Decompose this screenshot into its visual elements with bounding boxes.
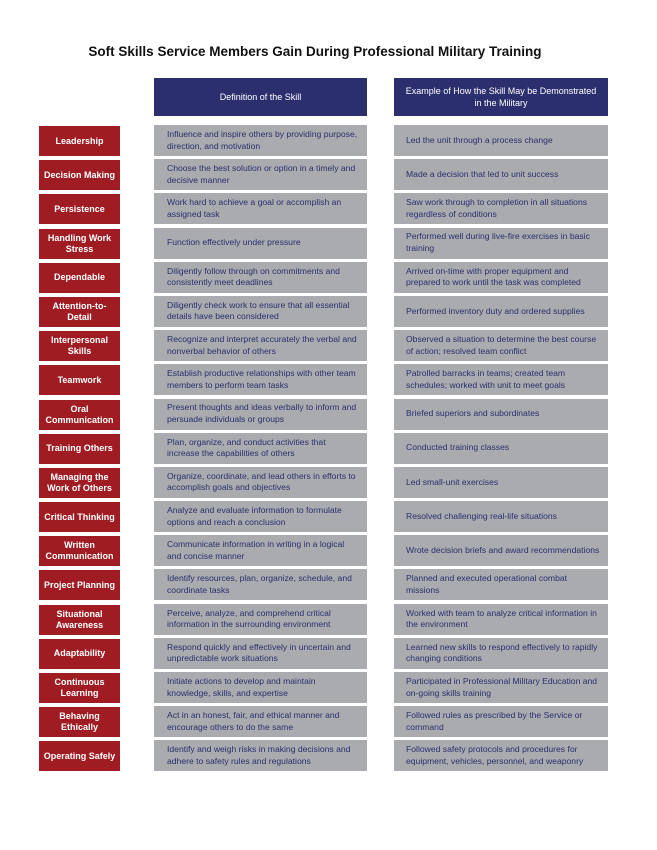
skill-definition: Organize, coordinate, and lead others in efforts to accomplish goals and objectives bbox=[154, 467, 367, 498]
skill-definition: Work hard to achieve a goal or accomplish an assigned task bbox=[154, 193, 367, 224]
skill-label: Project Planning bbox=[39, 570, 120, 600]
table-row bbox=[0, 739, 657, 773]
table-row bbox=[0, 534, 657, 568]
skill-definition: Communicate information in writing in a logical and concise manner bbox=[154, 535, 367, 566]
skill-definition: Diligently follow through on commitments and consistently meet deadlines bbox=[154, 262, 367, 293]
table-row bbox=[0, 329, 657, 363]
skill-example: Wrote decision briefs and award recommendations bbox=[394, 535, 608, 566]
skill-label: Oral Communication bbox=[39, 400, 120, 430]
skill-definition: Identify and weigh risks in making decisions and adhere to safety rules and regulations bbox=[154, 740, 367, 771]
definition-column-header: Definition of the Skill bbox=[154, 78, 367, 116]
table-row bbox=[0, 671, 657, 705]
skill-definition: Choose the best solution or option in a timely and decisive manner bbox=[154, 159, 367, 190]
skill-definition: Influence and inspire others by providing purpose, direction, and motivation bbox=[154, 125, 367, 156]
skill-example: Saw work through to completion in all situations regardless of conditions bbox=[394, 193, 608, 224]
skill-definition: Plan, organize, and conduct activities that increase the capabilities of others bbox=[154, 433, 367, 464]
skill-label: Interpersonal Skills bbox=[39, 331, 120, 361]
skill-definition: Diligently check work to ensure that all essential details have been considered bbox=[154, 296, 367, 327]
table-row bbox=[0, 466, 657, 500]
example-column-header: Example of How the Skill May be Demonstrated in the Military bbox=[394, 78, 608, 116]
table-row bbox=[0, 363, 657, 397]
skill-example: Performed inventory duty and ordered supplies bbox=[394, 296, 608, 327]
skill-example: Patrolled barracks in teams; created team schedules; worked with unit to meet goals bbox=[394, 364, 608, 395]
table-row bbox=[0, 500, 657, 534]
skill-label: Adaptability bbox=[39, 639, 120, 669]
skill-label: Decision Making bbox=[39, 160, 120, 190]
skill-definition: Function effectively under pressure bbox=[154, 228, 367, 259]
skill-example: Planned and executed operational combat missions bbox=[394, 569, 608, 600]
skill-definition: Present thoughts and ideas verbally to inform and persuade individuals or groups bbox=[154, 399, 367, 430]
table-row bbox=[0, 398, 657, 432]
table-row bbox=[0, 568, 657, 602]
skill-definition: Analyze and evaluate information to formulate options and reach a conclusion bbox=[154, 501, 367, 532]
skill-label: Dependable bbox=[39, 263, 120, 293]
skill-label: Managing the Work of Others bbox=[39, 468, 120, 498]
skill-definition: Establish productive relationships with other team members to perform team tasks bbox=[154, 364, 367, 395]
table-row bbox=[0, 295, 657, 329]
skill-label: Continuous Learning bbox=[39, 673, 120, 703]
skill-example: Conducted training classes bbox=[394, 433, 608, 464]
skill-label: Situational Awareness bbox=[39, 605, 120, 635]
skill-example: Followed rules as prescribed by the Service or command bbox=[394, 706, 608, 737]
skill-label: Operating Safely bbox=[39, 741, 120, 771]
table-row bbox=[0, 227, 657, 261]
table-row bbox=[0, 603, 657, 637]
skill-definition: Initiate actions to develop and maintain knowledge, skills, and expertise bbox=[154, 672, 367, 703]
skill-example: Led small-unit exercises bbox=[394, 467, 608, 498]
table-row bbox=[0, 158, 657, 192]
skill-example: Arrived on-time with proper equipment and prepared to work until the task was completed bbox=[394, 262, 608, 293]
skill-label: Training Others bbox=[39, 434, 120, 464]
table-row bbox=[0, 124, 657, 158]
skill-definition: Respond quickly and effectively in uncertain and unpredictable work situations bbox=[154, 638, 367, 669]
skill-label: Leadership bbox=[39, 126, 120, 156]
table-row bbox=[0, 637, 657, 671]
skill-example: Observed a situation to determine the best course of action; resolved team conflict bbox=[394, 330, 608, 361]
skill-example: Followed safety protocols and procedures for equipment, vehicles, personnel, and weaponry bbox=[394, 740, 608, 771]
skill-label: Written Communication bbox=[39, 536, 120, 566]
table-row bbox=[0, 432, 657, 466]
skill-definition: Act in an honest, fair, and ethical manner and encourage others to do the same bbox=[154, 706, 367, 737]
skill-label: Critical Thinking bbox=[39, 502, 120, 532]
skill-example: Briefed superiors and subordinates bbox=[394, 399, 608, 430]
skill-example: Resolved challenging real-life situations bbox=[394, 501, 608, 532]
skill-label: Behaving Ethically bbox=[39, 707, 120, 737]
skill-definition: Recognize and interpret accurately the verbal and nonverbal behavior of others bbox=[154, 330, 367, 361]
table-row bbox=[0, 192, 657, 226]
skill-label: Persistence bbox=[39, 194, 120, 224]
skill-label: Teamwork bbox=[39, 365, 120, 395]
skill-definition: Perceive, analyze, and comprehend critical information in the surrounding environment bbox=[154, 604, 367, 635]
skill-example: Participated in Professional Military Education and on-going skills training bbox=[394, 672, 608, 703]
skill-label: Handling Work Stress bbox=[39, 229, 120, 259]
skill-example: Performed well during live-fire exercises in basic training bbox=[394, 228, 608, 259]
skills-table bbox=[0, 124, 657, 774]
table-row bbox=[0, 705, 657, 739]
table-row bbox=[0, 261, 657, 295]
skill-example: Worked with team to analyze critical information in the environment bbox=[394, 604, 608, 635]
skill-example: Learned new skills to respond effectively to rapidly changing conditions bbox=[394, 638, 608, 669]
skill-example: Led the unit through a process change bbox=[394, 125, 608, 156]
skill-label: Attention-to-Detail bbox=[39, 297, 120, 327]
skill-example: Made a decision that led to unit success bbox=[394, 159, 608, 190]
skill-definition: Identify resources, plan, organize, schedule, and coordinate tasks bbox=[154, 569, 367, 600]
page-title: Soft Skills Service Members Gain During Professional Military Training bbox=[88, 44, 542, 59]
